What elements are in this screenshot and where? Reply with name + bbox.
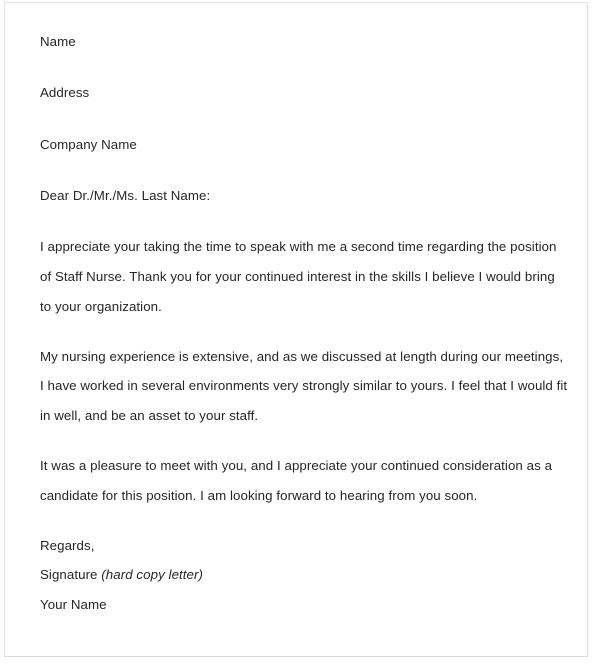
letter-page [4,2,588,657]
body-paragraph-1: I appreciate your taking the time to speak with me a second time regarding the position of Staff Nurse. Thank you for your continued interest in the skills I believe I would bring to your organization. [40,239,557,314]
signer-name-placeholder: Your Name [40,597,107,613]
company-name-placeholder: Company Name [40,136,137,152]
letter-content [40,27,570,620]
salutation: Dear Dr./Mr./Ms. Last Name: [40,187,211,203]
signature-note: (hard copy letter) [101,567,203,583]
signature-line [40,560,570,590]
body-paragraph-3: It was a pleasure to meet with you, and I appreciate your continued consideration as a candidate for this position. I am looking forward to hearing from you soon. [40,457,553,503]
sender-name-placeholder: Name [40,34,76,49]
closing-salutation: Regards, [40,537,95,553]
signature-label: Signature [40,567,98,583]
address-placeholder: Address [40,85,90,101]
body-paragraph-2: My nursing experience is extensive, and as we discussed at length during our meetings, I have worked in several environments very strongly similar to yours. I feel that I would fit in well, and be an asset to your staff. [40,348,568,424]
